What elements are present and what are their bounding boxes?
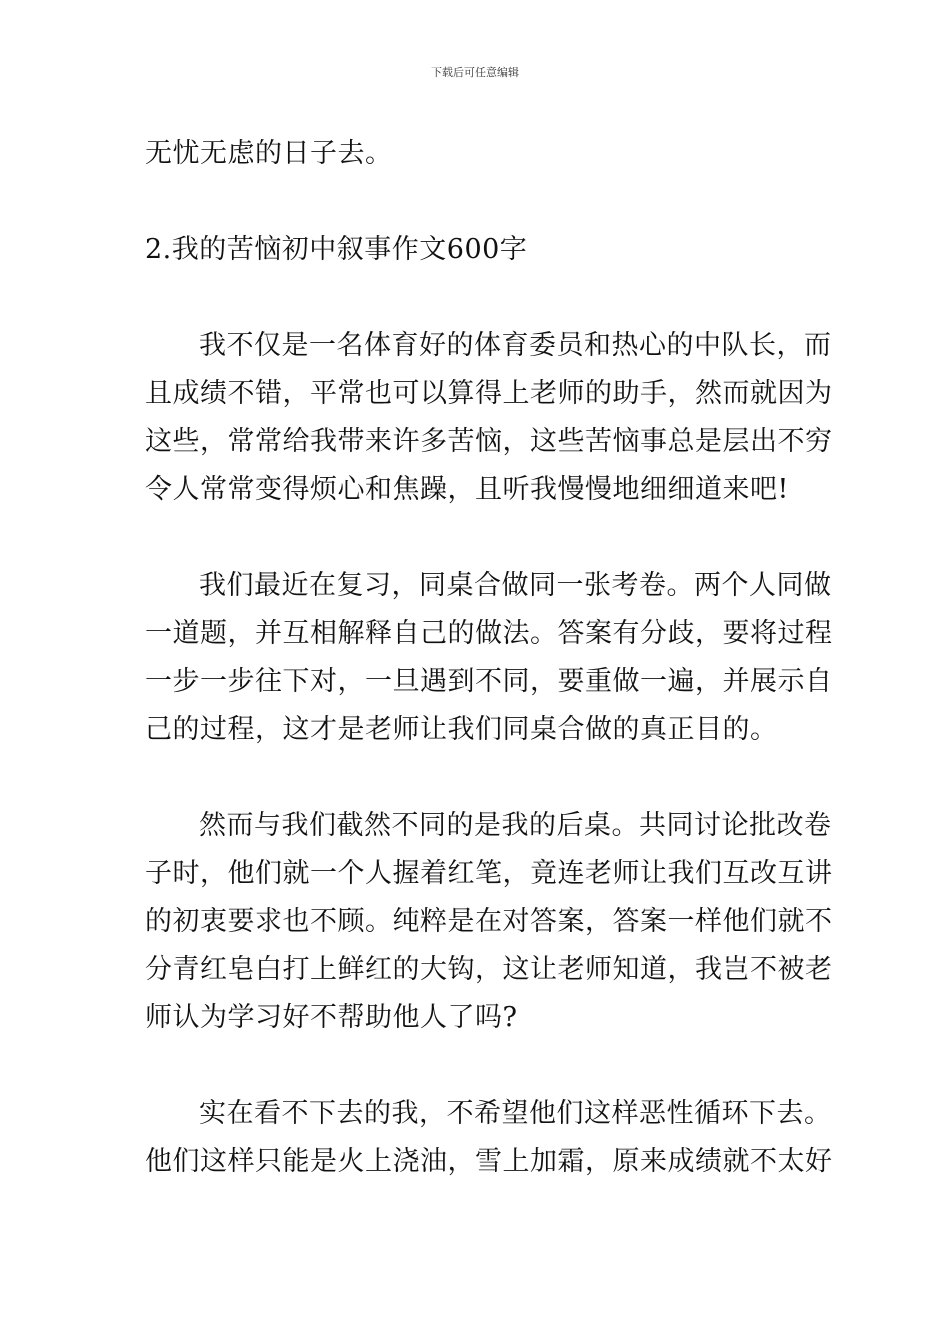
paragraph-1	[145, 322, 833, 514]
paragraph-gap	[145, 1042, 807, 1090]
paragraph-line: 且成绩不错，平常也可以算得上老师的助手，然而就因为	[145, 378, 833, 409]
paragraph-line: 实在看不下去的我，不希望他们这样恶性循环下去。	[199, 1098, 832, 1129]
paragraph-line: 我不仅是一名体育好的体育委员和热心的中队长，而	[199, 330, 832, 361]
paragraph-line: 令人常常变得烦心和焦躁，且听我慢慢地细细道来吧!	[145, 474, 789, 505]
paragraph-4	[145, 1090, 833, 1186]
paragraph-gap	[145, 178, 807, 226]
paragraph-gap	[145, 514, 807, 562]
paragraph-line: 我们最近在复习，同桌合做同一张考卷。两个人同做	[199, 570, 832, 601]
paragraph-line: 这些，常常给我带来许多苦恼，这些苦恼事总是层出不穷	[145, 426, 833, 457]
paragraph-line: 一道题，并互相解释自己的做法。答案有分歧，要将过程	[145, 618, 833, 649]
document-body	[145, 130, 833, 1186]
paragraph-gap	[145, 274, 807, 322]
paragraph-2	[145, 562, 833, 754]
paragraph-line: 然而与我们截然不同的是我的后桌。共同讨论批改卷	[199, 810, 832, 841]
paragraph-line: 师认为学习好不帮助他人了吗?	[145, 1002, 518, 1033]
paragraph-line: 分青红皂白打上鲜红的大钩，这让老师知道，我岂不被老	[145, 954, 833, 985]
paragraph-line: 一步一步往下对，一旦遇到不同，要重做一遍，并展示自	[145, 666, 833, 697]
intro-end-line: 无忧无虑的日子去。	[145, 138, 393, 169]
page-header: 下载后可任意编辑	[431, 66, 519, 79]
paragraph-3	[145, 802, 833, 1042]
paragraph-line: 子时，他们就一个人握着红笔，竟连老师让我们互改互讲	[145, 858, 833, 889]
paragraph-gap	[145, 754, 807, 802]
paragraph-line: 己的过程，这才是老师让我们同桌合做的真正目的。	[145, 714, 778, 745]
paragraph-line: 他们这样只能是火上浇油，雪上加霜，原来成绩就不太好	[145, 1146, 833, 1177]
paragraph-line: 的初衷要求也不顾。纯粹是在对答案，答案一样他们就不	[145, 906, 833, 937]
section-heading: 2.我的苦恼初中叙事作文600字	[145, 234, 528, 265]
